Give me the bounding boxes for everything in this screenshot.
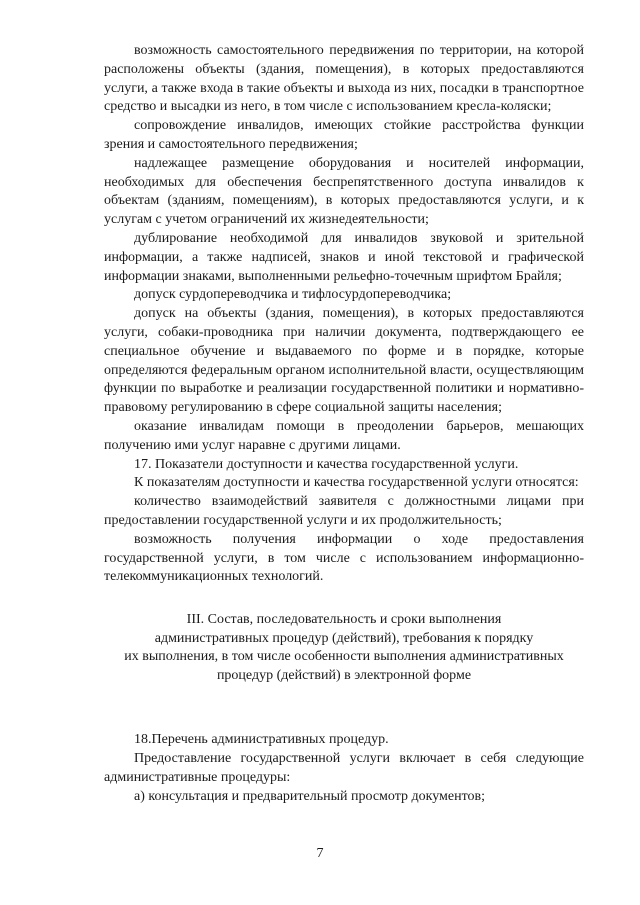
paragraph: 18.Перечень административных процедур. [134, 732, 389, 748]
section-heading-line: процедур (действий) в электронной форме [216, 667, 472, 683]
paragraph: оказание инвалидам помощи в преодолении барьеров, мешающих получению ими услуг наравне с другими лицами. [104, 418, 584, 453]
body-text [104, 42, 584, 587]
section-heading [104, 611, 584, 685]
paragraph: допуск сурдопереводчика и тифлосурдопереводчика; [134, 287, 452, 303]
paragraph: сопровождение инвалидов, имеющих стойкие расстройства функции зрения и самостоятельного передвижения; [104, 118, 584, 152]
section-heading-line: их выполнения, в том числе особенности выполнения административных [124, 649, 564, 665]
paragraph: количество взаимодействий заявителя с должностными лицами при предоставлении государственной услуги и их продолжительность; [104, 494, 584, 528]
paragraph: допуск на объекты (здания, помещения), в которых предоставляются услуги, собаки-проводника при наличии документа, подтверждающего ее специальное обучение и выдаваемого по форме и в порядке, которые определяются федеральным органом исполнительной власти, осуществляющим функции по выработке и реализации государственной политики и нормативно-правовому регулированию в сфере социальной защиты населения; [104, 306, 584, 416]
paragraph: возможность самостоятельного передвижения по территории, на которой расположены объекты (здания, помещения), в которых предоставляются услуги, а также входа в такие объекты и выхода из них, посадки в транспортное средство и высадки из него, в том числе с использованием кресла-коляски; [104, 43, 584, 115]
paragraph: дублирование необходимой для инвалидов звуковой и зрительной информации, а также надписей, знаков и иной текстовой и графической информации знаками, выполненными рельефно-точечным шрифтом Брайля; [104, 230, 584, 284]
paragraph: К показателям доступности и качества государственной услуги относятся: [134, 475, 579, 491]
paragraph: надлежащее размещение оборудования и носителей информации, необходимых для обеспечения беспрепятственного доступа инвалидов к объектам (зданиям, помещениям), в которых предоставляются услуги, и к услугам с учетом ограничений их жизнедеятельности; [104, 155, 584, 228]
paragraph: Предоставление государственной услуги включает в себя следующие административные процедуры: [104, 751, 584, 786]
paragraph: а) консультация и предварительный просмотр документов; [134, 788, 486, 804]
lower-body-text [104, 731, 584, 806]
page-number: 7 [316, 846, 324, 861]
paragraph: возможность получения информации о ходе предоставления государственной услуги, в том числе с использованием информационно-телекоммуникационных технологий. [104, 531, 584, 585]
paragraph: 17. Показатели доступности и качества государственной услуги. [134, 456, 519, 472]
section-heading-line: административных процедур (действий), требования к порядку [154, 630, 534, 646]
section-heading-line: III. Состав, последовательность и сроки выполнения [186, 612, 502, 628]
